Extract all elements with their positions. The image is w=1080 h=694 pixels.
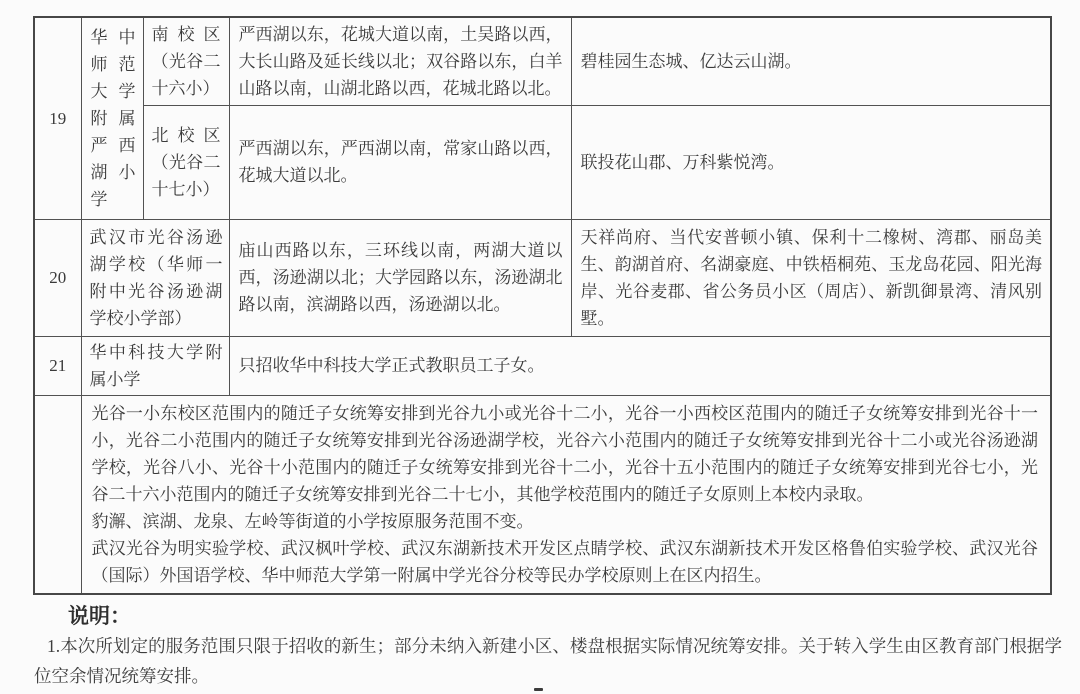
table-row-19-north [34,105,1051,219]
range-cell: 严西湖以东，严西湖以南，常家山路以西，花城大道以北。 [229,105,571,219]
table-row-19-south [34,17,1051,105]
row-number-cell: 20 [34,219,81,336]
page-bottom-mark [534,688,543,691]
communities-cell: 天祥尚府、当代安普顿小镇、保利十二橡树、湾郡、丽岛美生、韵湖首府、名湖豪庭、中铁梧桐苑、玉龙岛花园、阳光海岸、光谷麦郡、省公务员小区（周店）、新凯御景湾、清风别墅。 [571,219,1051,336]
school-name-cell: 华中师范大学附属严西湖小学 [81,17,143,219]
range-cell: 严西湖以东，花城大道以南，土吴路以西，大长山路及延长线以北；双谷路以东，白羊山路以南，山湖北路以西，花城北路以北。 [229,17,571,105]
note-paragraph: 武汉光谷为明实验学校、武汉枫叶学校、武汉东湖新技术开发区点睛学校、武汉东湖新技术开发区格鲁伯实验学校、武汉光谷（国际）外国语学校、华中师范大学第一附属中学光谷分校等民办学校原则上在区内招生。 [91,538,1038,585]
school-district-table [33,16,1052,595]
range-cell: 庙山西路以东，三环线以南，两湖大道以西，汤逊湖以北；大学园路以东，汤逊湖北路以南，滨湖路以西，汤逊湖以北。 [229,219,571,336]
row-number-cell: 19 [34,17,81,219]
row-number-cell: 21 [34,336,81,395]
explanation-heading: 说明： [68,605,131,628]
notes-cell [81,395,1051,594]
communities-cell: 碧桂园生态城、亿达云山湖。 [571,17,1051,105]
explanation-item: 1.本次所划定的服务范围只限于招收的新生；部分未纳入新建小区、楼盘根据实际情况统筹安排。关于转入学生由区教育部门根据学位空余情况统筹安排。 [34,636,1062,686]
note-paragraph: 光谷一小东校区范围内的随迁子女统筹安排到光谷九小或光谷十二小，光谷一小西校区范围内的随迁子女统筹安排到光谷十一小，光谷二小范围内的随迁子女统筹安排到光谷汤逊湖学校，光谷六小范围内的随迁子女统筹安排到光谷十二小或光谷汤逊湖学校，光谷八小、光谷十小范围内的随迁子女统筹安排到光谷十二小，光谷十五小范围内的随迁子女统筹安排到光谷七小，光谷二十六小范围内的随迁子女统筹安排到光谷二十七小，其他学校范围内的随迁子女原则上本校内录取。 [91,403,1038,504]
table-row-notes [34,395,1051,594]
note-paragraph: 豹澥、滨湖、龙泉、左岭等街道的小学按原服务范围不变。 [91,511,534,531]
range-cell: 只招收华中科技大学正式教职员工子女。 [229,336,1051,395]
school-name-cell: 武汉市光谷汤逊湖学校（华师一附中光谷汤逊湖学校小学部） [81,219,229,336]
campus-cell: 北校区（光谷二十七小） [143,105,229,219]
school-name-cell: 华中科技大学附属小学 [81,336,229,395]
campus-cell: 南校区（光谷二十六小） [143,17,229,105]
table-row-21 [34,336,1051,395]
communities-cell: 联投花山郡、万科紫悦湾。 [571,105,1051,219]
row-number-cell-empty [34,395,81,594]
table-row-20 [34,219,1051,336]
